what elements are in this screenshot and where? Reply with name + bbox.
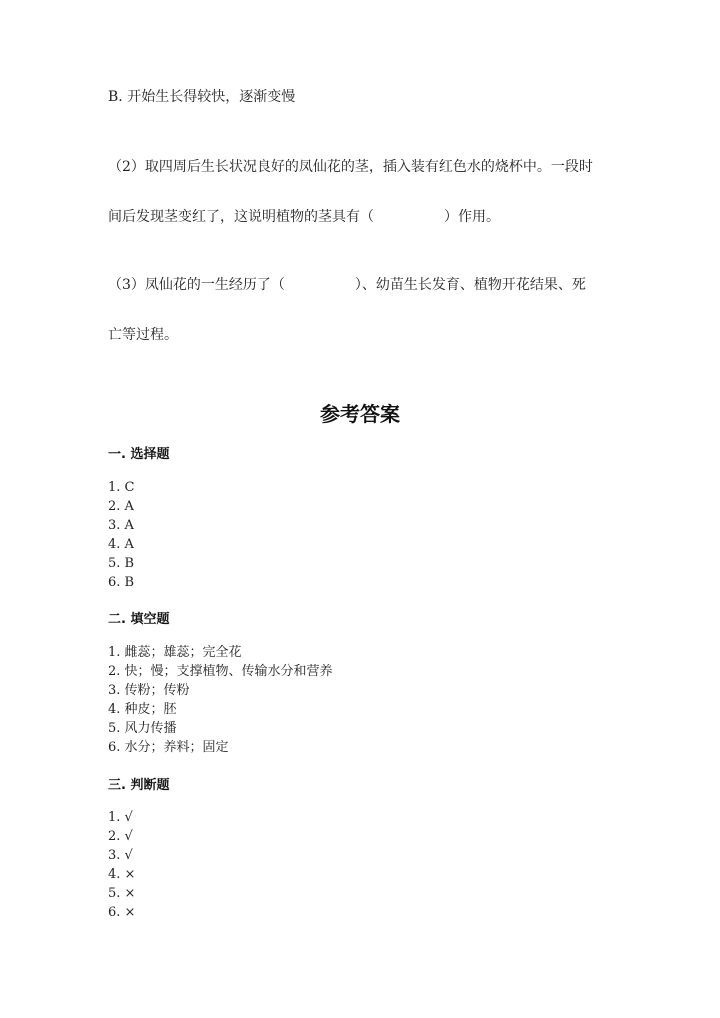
- section-heading-true-false: 三. 判断题: [108, 778, 170, 793]
- question-3-line-1: （3）凤仙花的一生经历了（ ）、幼苗生长发育、植物开花结果、死: [108, 277, 586, 293]
- question-2-line-1: （2）取四周后生长状况良好的凤仙花的茎，插入装有红色水的烧杯中。一段时: [108, 159, 593, 175]
- list-item: 1. √: [108, 810, 133, 825]
- list-item: 2. A: [108, 499, 134, 514]
- list-item: 4. A: [108, 537, 134, 552]
- list-item: 4. 种皮；胚: [108, 702, 177, 717]
- option-b-text: B. 开始生长得较快，逐渐变慢: [108, 89, 296, 105]
- list-item: 3. 传粉；传粉: [108, 683, 190, 698]
- list-item: 6. B: [108, 575, 135, 590]
- list-item: 6. 水分；养料；固定: [108, 740, 229, 755]
- list-item: 1. 雌蕊；雄蕊；完全花: [108, 645, 242, 660]
- section-heading-fill-blank: 二. 填空题: [108, 612, 170, 627]
- answer-key-title: 参考答案: [320, 402, 400, 426]
- list-item: 2. √: [108, 829, 133, 844]
- list-item: 2. 快；慢；支撑植物、传输水分和营养: [108, 664, 333, 679]
- list-item: 6. ×: [108, 905, 136, 920]
- list-item: 3. A: [108, 518, 134, 533]
- question-2-line-2: 间后发现茎变红了，这说明植物的茎具有（ ）作用。: [108, 209, 500, 225]
- section-heading-choice: 一. 选择题: [108, 447, 170, 462]
- list-item: 5. B: [108, 556, 135, 571]
- answer-list-true-false: [108, 808, 135, 922]
- list-item: 3. √: [108, 848, 133, 863]
- answer-list-choice: [108, 478, 134, 592]
- list-item: 4. ×: [108, 867, 136, 882]
- list-item: 5. 风力传播: [108, 721, 177, 736]
- question-3-line-2: 亡等过程。: [108, 327, 178, 343]
- list-item: 5. ×: [108, 886, 136, 901]
- answer-list-fill-blank: [108, 643, 333, 757]
- list-item: 1. C: [108, 480, 135, 495]
